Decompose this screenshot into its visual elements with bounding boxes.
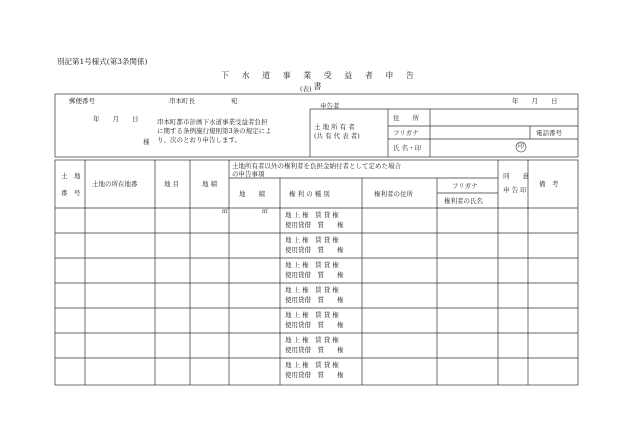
sama-label: 様 <box>143 138 150 146</box>
row-1-rights-line-1: 地 上 権 賃 貸 権 <box>285 211 339 219</box>
row-6-rights-line-1: 地 上 権 賃 貸 権 <box>285 336 339 344</box>
form-number-label: 別記第1号様式(第3条関係) <box>57 57 148 66</box>
col-land-category: 地 目 <box>164 180 180 188</box>
declaration-line-3: り、次のとおり申告します。 <box>157 136 241 144</box>
form-title: 下 水 道 事 業 受 益 者 申 告 書 <box>221 71 419 91</box>
declaration-line-1: 串本町都市計画下水道事業受益者負担 <box>157 118 268 126</box>
phone-label: 電話番号 <box>536 129 562 137</box>
address-label: 住 所 <box>393 114 419 122</box>
row-1-rights-line-2: 使用貸借 質 権 <box>285 221 344 229</box>
col-holder-address: 権利者の住所 <box>374 190 413 198</box>
col-consent-2: 申 告 印 <box>503 186 527 194</box>
col-land-location: 土地の所在地番 <box>92 180 138 188</box>
col-sub-furigana: フリガナ <box>452 182 478 190</box>
seal-mark: 印 <box>518 143 525 150</box>
col-land-number-1: 土 地 <box>61 172 81 180</box>
row-2-rights-line-1: 地 上 権 賃 貸 権 <box>285 236 339 244</box>
col-holder-name: 権利者の氏名 <box>444 197 483 205</box>
row-3-rights-line-2: 使用貸借 質 権 <box>285 271 344 279</box>
unit-sub-area: ㎡ <box>262 208 269 215</box>
date-field-top[interactable]: 年 月 日 <box>512 97 558 105</box>
row-4-rights-line-2: 使用貸借 質 権 <box>285 296 344 304</box>
row-4-rights-line-1: 地 上 権 賃 貸 権 <box>285 286 339 294</box>
col-consent-1: 同 意 <box>503 172 529 180</box>
postal-code-label: 郵便番号 <box>69 97 95 105</box>
unit-land-area: ㎡ <box>222 208 229 215</box>
col-remarks: 備 考 <box>539 180 559 188</box>
owner-label: 土 地 所 有 者 <box>314 123 355 131</box>
row-7-rights-line-2: 使用貸借 質 権 <box>285 371 344 379</box>
col-sub-area: 地 積 <box>239 190 265 198</box>
row-2-rights-line-2: 使用貸借 質 権 <box>285 246 344 254</box>
co-owner-rep-label: (共 有 代 表 者) <box>314 132 360 140</box>
col-other-holder-heading-2: の申告事項 <box>232 170 265 178</box>
col-land-area: 地 積 <box>202 180 218 188</box>
form-subtitle: (表) <box>300 85 312 93</box>
row-3-rights-line-1: 地 上 権 賃 貸 権 <box>285 261 339 269</box>
name-seal-label: 氏 名・印 <box>393 144 422 152</box>
row-7-rights-line-1: 地 上 権 賃 貸 権 <box>285 361 339 369</box>
col-right-type: 権 利 の 種 別 <box>289 190 330 198</box>
town-chief-label: 串本町長 <box>169 97 195 105</box>
honorific-label: 宛 <box>231 97 238 105</box>
row-5-rights-line-2: 使用貸借 質 権 <box>285 321 344 329</box>
applicant-label: 申告者 <box>320 102 340 110</box>
col-land-number-2: 番 号 <box>61 189 81 197</box>
declaration-line-2: に関する条例施行規則第3条の規定によ <box>157 127 272 135</box>
furigana-label: フリガナ <box>393 129 419 137</box>
date-field-left[interactable]: 年 月 日 <box>93 115 139 123</box>
row-5-rights-line-1: 地 上 権 賃 貸 権 <box>285 311 339 319</box>
row-6-rights-line-2: 使用貸借 質 権 <box>285 346 344 354</box>
col-other-holder-heading-1: 土地所有者以外の権利者を負担金納付者として定めた場合 <box>232 162 401 170</box>
